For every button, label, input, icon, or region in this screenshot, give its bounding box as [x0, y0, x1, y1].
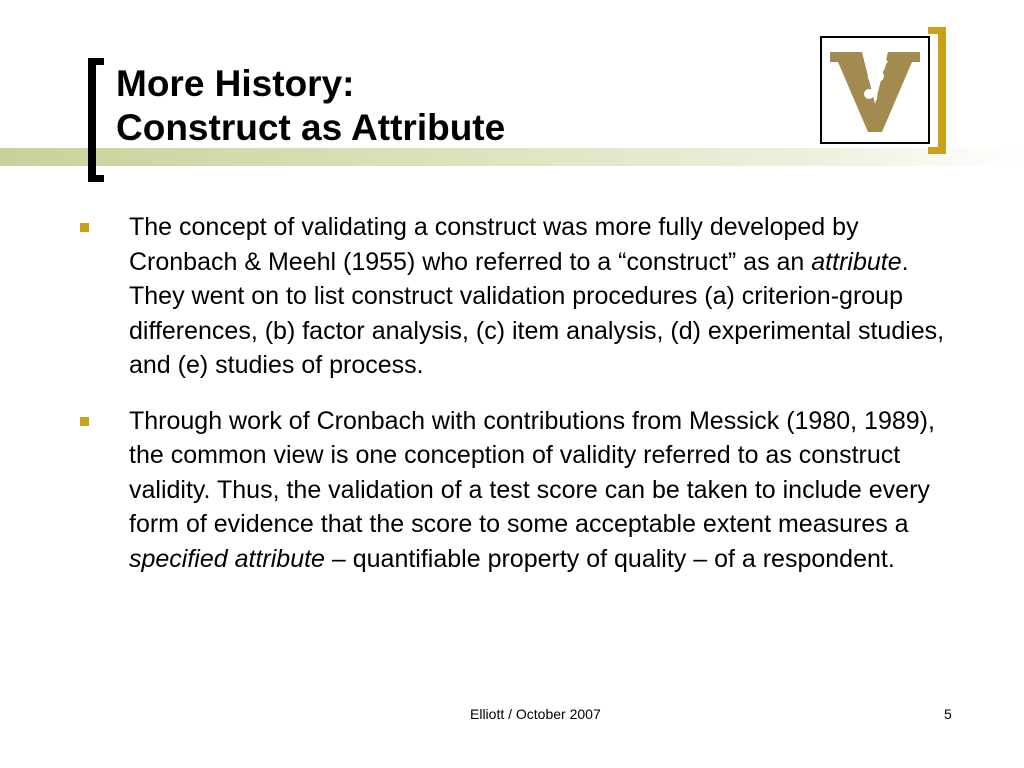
bullet-1-text-end: . They went on to list construct validation procedures (a) criterion-group differences, (b) factor analysis, (c) item analysis, (d) experimental studies, and (e) studies of process. — [129, 247, 945, 379]
bullet-square-icon — [80, 417, 89, 426]
page-number: 5 — [944, 706, 952, 722]
bullet-2-text: Through work of Cronbach with contributions from Messick (1980, 1989), the common view is one conception of validity referred to as construct validity. Thus, the validation of a test score can be taken to include every form of evidence that the score to some acceptable extent measures a — [129, 406, 935, 538]
footer-text: Elliott / October 2007 — [470, 706, 601, 722]
title-left-bracket — [88, 58, 104, 182]
logo-right-bracket — [928, 27, 946, 154]
bullet-square-icon — [80, 223, 89, 232]
bullet-2-italic: specified attribute — [129, 544, 325, 573]
title-accent-band — [0, 148, 1024, 166]
vanderbilt-logo-icon — [826, 42, 924, 138]
bullet-item-1 — [80, 210, 960, 383]
bullet-1-italic: attribute — [811, 247, 902, 276]
bullet-1-text: The concept of validating a construct was more fully developed by Cronbach & Meehl (1955) who referred to a “construct” as an — [129, 213, 859, 276]
bullet-list — [80, 210, 960, 597]
title-line-1: More History: — [116, 63, 355, 104]
bullet-item-2 — [80, 404, 960, 577]
bullet-2-text-end: – quantifiable property of quality – of a respondent. — [324, 544, 895, 573]
slide-title — [116, 62, 505, 150]
title-line-2: Construct as Attribute — [116, 107, 506, 148]
